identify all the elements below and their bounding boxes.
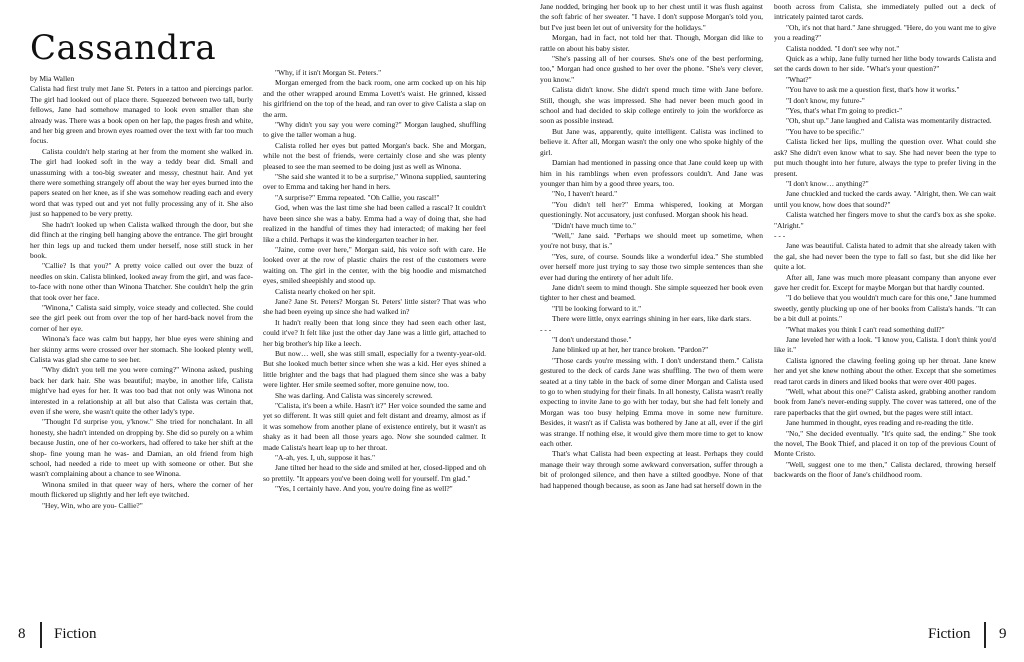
paragraph: Winona's face was calm but happy, her blue eyes were shining and her skinny arms were crossed over her stomach. She looked plenty well, Calista was glad she came to see her. — [30, 334, 253, 364]
footer-right-section: Fiction — [928, 626, 971, 642]
paragraph: "You have to ask me a question first, that's how it works." — [786, 85, 960, 95]
paragraph: Calista ignored the clawing feeling going up her throat. Jane knew her and yet she knew nothing about the other. Except that she sometimes read tarot cards in diners and liked books that were over 400 pages. — [774, 355, 996, 386]
paragraph: But now… well, she was still small, especially for a twenty-year-old. But she looked much better since when she was a kid. Her eyes shined a little brighter and the bags that had plagued them since she was a baby were lighter. Her smile seemed softer, more genuine now, too. — [263, 348, 486, 390]
paragraph: "What makes you think I can't read something dull?" — [786, 324, 945, 334]
paragraph: Jane chuckled and tucked the cards away. "Alright, then. We can wait until you know, how does that sound?" — [774, 189, 996, 209]
paragraph: Calista had first truly met Jane St. Peters in a tattoo and piercings parlor. The girl had looked out of place there. Squeezed between two tall, burly fellows, Jane had somehow managed to look even smaller than she already was. There was a book open on her lap, the pages fresh and white, and her big green and brown eyes roamed over the text with far too much focus. — [30, 84, 253, 146]
paragraph: "Why didn't you tell me you were coming?" Winona asked, pushing back her dark hair. She was beautiful; maybe, in another life, Calista might've had eyes for her. It was too bad that not only was Winona not interested in a relationship at all but also that Calista was certain that, even if she were, she wasn't quite the other lady's type. — [30, 365, 253, 416]
paragraph: It hadn't really been that long since they had seen each other last, could it've? It felt like just the other day Jane was a little girl, attached to her big brother's hip like a leech. — [263, 317, 486, 348]
paragraph: "Thought I'd surprise you, y'know." She tried for nonchalant. In all honesty, she hadn't intended on dropping by. She did so purely on a whim because Justin, one of her co-workers, had offered to take her shift at the shop- fine young man he was- and Damian, an old friend from high school, had needed a ride to meet up with someone or other. But she wasn't complaining about a chance to see Winona. — [30, 417, 253, 479]
paragraph: "Hey, Win, who are you- Callie?" — [42, 500, 143, 510]
paragraph: Jane tilted her head to the side and smiled at her, closed-lipped and oh so prettily. "It appears you've been doing well for yourself. I'm glad." — [263, 463, 486, 483]
byline: by Mia Wallen — [30, 74, 75, 83]
paragraph: "She's passing all of her courses. She's one of the best performing, too," Morgan had once gushed to her over the phone. "She's very clever, you know." — [540, 54, 763, 84]
column-4 — [774, 2, 996, 481]
paragraph: There were little, onyx earrings shining in her ears, like dark stars. — [552, 314, 752, 324]
paragraph: "Why didn't you say you were coming?" Morgan laughed, shuffling to give the taller woman a hug. — [263, 120, 486, 140]
paragraph: "You have to be specific." — [786, 126, 865, 136]
paragraph: "Calista, it's been a while. Hasn't it?" Her voice sounded the same and yet so different. It was still quiet and felt distant and dreamy, almost as if it was somehow from another plane of existence entirely, but it wasn't as shaky as it had been all those years ago. Now she sounded calmer. It made Calista's heart leap up to her throat. — [263, 401, 486, 452]
paragraph: "I don't know… anything?" — [786, 178, 869, 188]
paragraph: That's what Calista had been expecting at least. Perhaps they could manage their way through some awkward conversation, suffer through a bit of prolonged silence, and then have a stilted goodbye. None of that had happened though because, as soon as Jane had sat herself down in the — [540, 449, 763, 490]
paragraph: Winona smiled in that queer way of hers, where the corner of her mouth flickered up slightly and her left eye twitched. — [30, 479, 253, 500]
paragraph: "I don't understand those." — [552, 335, 632, 344]
paragraph: "I do believe that you wouldn't much care for this one," Jane hummed sweetly, gently plucking up one of her books from Calista's hands. "It can be a bit dull at points." — [774, 293, 996, 324]
paragraph: "No, I haven't heard." — [552, 189, 618, 199]
paragraph: Calista nearly choked on her spit. — [275, 286, 376, 296]
paragraph: "She said she wanted it to be a surprise," Winona supplied, sauntering over to Emma and taking her hand in hers. — [263, 172, 486, 192]
paragraph: Jane hummed in thought, eyes reading and re-reading the title. — [786, 418, 974, 428]
paragraph: Calista licked her lips, mulling the question over. What could she ask? She didn't even know what to say. She had never been the type to put much thought into her future, always the type to prefer living in the present. — [774, 137, 996, 178]
paragraph: "Well, suggest one to me then," Calista declared, throwing herself backwards on the floor of Jane's childhood room. — [774, 459, 996, 480]
paragraph: "A surprise?" Emma repeated. "Oh Callie, you rascal!" — [275, 192, 440, 202]
paragraph: "What?" — [786, 74, 812, 84]
paragraph: Calista nodded. "I don't see why not." — [786, 43, 900, 53]
footer-left-divider — [40, 622, 42, 648]
column-1 — [30, 0, 253, 511]
paragraph: She hadn't looked up when Calista walked through the door, but she did flinch at the ringing bell hanging above the entrance. The girl brought her thin legs up and tucked them under herself, nose still stuck in her book. — [30, 219, 253, 260]
paragraph: But Jane was, apparently, quite intelligent. Calista was inclined to believe it. After all, Morgan wasn't the only one who spoke highly of the girl. — [540, 126, 763, 157]
paragraph: "You didn't tell her?" Emma whispered, looking at Morgan questioningly. Not accusatory, just confused. Morgan shook his head. — [540, 199, 763, 220]
paragraph: Jane? Jane St. Peters? Morgan St. Peters' little sister? That was who she had been eyeing up since she had walked in? — [263, 296, 486, 317]
paragraph: - - - — [774, 230, 786, 240]
paragraph: "Winona," Calista said simply, voice steady and collected. She could see the girl peek out from over the top of her hard-back novel from the corner of her eye. — [30, 302, 253, 333]
paragraph: booth across from Calista, she immediately pulled out a deck of intricately painted tarot cards. — [774, 2, 996, 22]
footer-left-page-number: 8 — [18, 626, 26, 642]
paragraph: "No," She decided eventually. "It's quite sad, the ending." She took the novel, The Book Thief, and placed it on top of the previous Count of Monte Cristo. — [774, 428, 996, 459]
paragraph: "Why, if it isn't Morgan St. Peters." — [275, 68, 382, 77]
paragraph: - - - — [540, 324, 552, 334]
footer-left-section: Fiction — [54, 626, 97, 642]
footer-right-page-number: 9 — [999, 626, 1007, 642]
paragraph: She was darling. And Calista was sincerely screwed. — [275, 390, 433, 400]
paragraph: "Yes, that's what I'm going to predict-" — [786, 106, 903, 116]
paragraph: Morgan emerged from the back room, one arm cocked up on his hip and the other wrapped around Emma Lovett's waist. He grinned, kissed his girlfriend on the top of the head, and ran over to give Calista a slap on the arm. — [263, 78, 486, 119]
paragraph: Quick as a whip, Jane fully turned her lithe body towards Calista and set the cards down to her side. "What's your question?" — [774, 54, 996, 74]
column-2 — [263, 68, 486, 495]
paragraph: Jane was beautiful. Calista hated to admit that she already taken with the gal, she had never been the type to fall so fast, but she did like her quite a lot. — [774, 241, 996, 272]
story-title: Cassandra — [30, 28, 217, 68]
paragraph: "A-ah, yes. I, uh, suppose it has." — [275, 453, 376, 463]
paragraph: Calista rolled her eyes but patted Morgan's back. She and Morgan, while not the best of friends, were certainly close and she was plenty pleased to see the man seemed to be doing just as well as Winona. — [263, 140, 486, 171]
paragraph: After all, Jane was much more pleasant company than anyone ever gave her credit for. Except for maybe Morgan but that hardly counted. — [774, 272, 996, 292]
paragraph: Jane leveled her with a look. "I know you, Calista. I don't think you'd like it." — [774, 335, 996, 355]
paragraph: "Jaine, come over here," Morgan said, his voice soft with care. He looked over at the row of plastic chairs the rest of the customers were waiting on. The girl in the center, with the big hoodie and mismatched eyes, smiled sheepishly and stood up. — [263, 244, 486, 286]
paragraph: "I don't know, my future-" — [786, 95, 865, 105]
paragraph: Jane nodded, bringing her book up to her chest until it was flush against the soft fabric of her sweater. "I have. I don't suppose Morgan's told you, but I've just been let out of university for the holidays." — [540, 2, 763, 32]
paragraph: "Well, what about this one?" Calista asked, grabbing another random book from Jane's never-ending supply. The cover was tattered, one of the rare paperbacks that the girl owned, but the pages were still intact. — [774, 387, 996, 417]
paragraph: Calista watched her fingers move to shut the card's box as she spoke. "Alright." — [774, 210, 996, 230]
paragraph: Jane didn't seem to mind though. She simple squeezed her book even tighter to her chest and beamed. — [540, 282, 763, 303]
paragraph: "Oh, it's not that hard." Jane shrugged. "Here, do you want me to give you a reading?" — [774, 22, 996, 43]
column-3 — [540, 2, 763, 491]
paragraph: God, when was the last time she had been called a rascal? It couldn't have been since she was a baby. Emma had a way of doing that, she had realized in the handful of times they had interacted; of making her feel like a child. Perhaps it was the kindergarten teacher in her. — [263, 203, 486, 244]
paragraph: "Callie? Is that you?" A pretty voice called out over the buzz of needles on skin. Calista blinked, looked away from the girl, and was face-to-face with none other than Winona Thatcher. She couldn't help the grin that took over her face. — [30, 261, 253, 302]
paragraph: Damian had mentioned in passing once that Jane could keep up with him in his ramblings when even professors couldn't. And Jane was younger than him by a good three years, too. — [540, 158, 763, 188]
paragraph: "Oh, shut up." Jane laughed and Calista was momentarily distracted. — [786, 116, 992, 126]
paragraph: Morgan, had in fact, not told her that. Though, Morgan did like to rattle on about his baby sister. — [540, 33, 763, 53]
paragraph: Calista didn't know. She didn't spend much time with Jane before. Still, though, she was impressed. She had never been much good in school and had decided to skip college entirely to join the workforce as soon as possible instead. — [540, 85, 763, 126]
paragraph: "Yes, I certainly have. And you, you're doing fine as well?" — [275, 484, 453, 494]
paragraph: "I'll be looking forward to it." — [552, 303, 642, 313]
paragraph: "Didn't have much time to." — [552, 220, 636, 230]
paragraph: "Yes, sure, of course. Sounds like a wonderful idea." She stumbled over herself more just trying to say those two simple sentences than she ever had during the entirety of her adult life. — [540, 251, 763, 282]
footer-right-divider — [984, 622, 986, 648]
paragraph: "Those cards you're messing with. I don't understand them." Calista gestured to the deck of cards Jane was shuffling. The two of them were seated at a tiny table in the back of some diner Morgan and Calista used to go to when studying for their finals. In all honesty, Calista wasn't really expecting to invite Jane to go with her today, but she had felt lonely and Morgan was too busy helping Emma move in some new furniture. Besides, it wasn't as if Calista was bothered by Jane at all, ever if the girl was strange. If nothing else, it would give them more time to get to know each other. — [540, 355, 763, 449]
paragraph: Calista couldn't help staring at her from the moment she walked in. The girl had looked soft in the way a teddy bear did. Small and unassuming with a too-big sweater and messy, chestnut hair. And yet there were something strangely off about the way her eyes burned into the papers seated on her knee, as if she was somehow reading each and every word that was typed out and yet not fully processing any of it. She also just so happened to be very pretty. — [30, 146, 253, 219]
paragraph: "Well," Jane said. "Perhaps we should meet up sometime, when you're not busy, that is." — [540, 230, 763, 251]
paragraph: Jane blinked up at her, her trance broken. "Pardon?" — [552, 345, 709, 355]
